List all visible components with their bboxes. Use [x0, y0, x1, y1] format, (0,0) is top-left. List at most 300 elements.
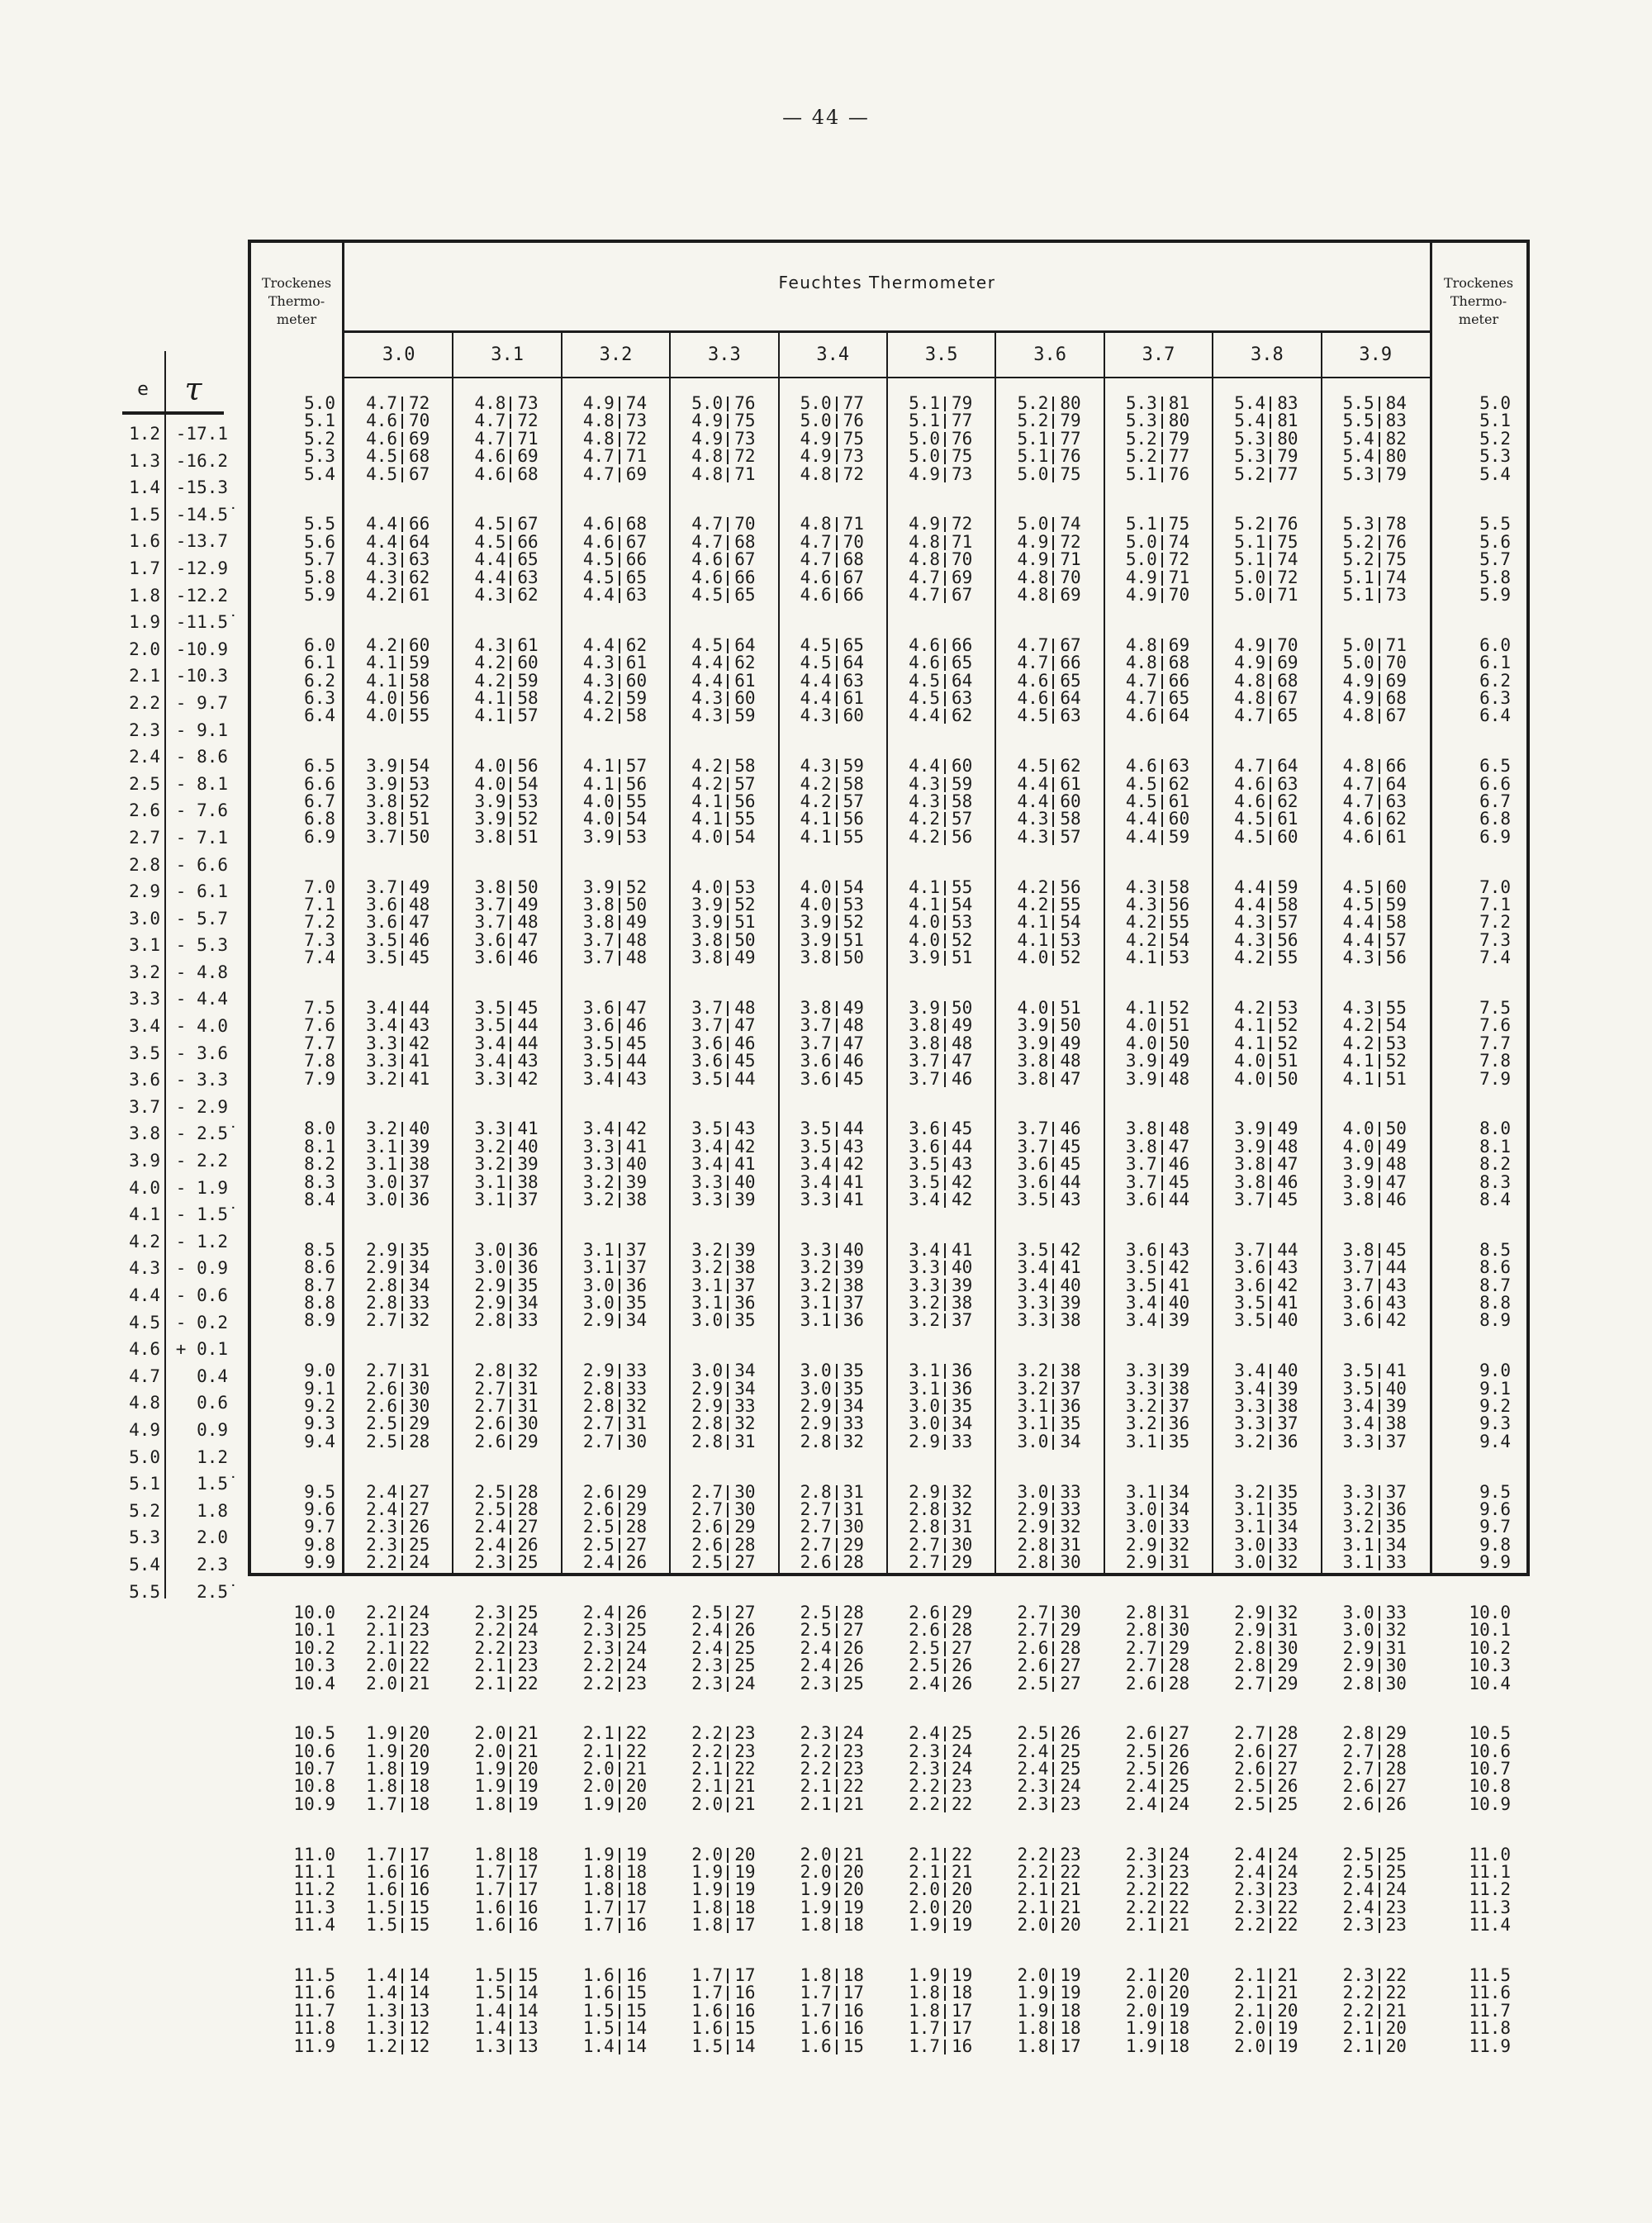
dry-temp-right: 8.9	[1479, 1310, 1511, 1331]
relative-humidity-cell: 21	[1277, 1965, 1298, 1986]
cell-divider	[401, 1122, 403, 1137]
relative-humidity-cell: 56	[517, 756, 539, 777]
dry-temp-right: 11.7	[1469, 2000, 1511, 2021]
relative-humidity-cell: 60	[1385, 876, 1407, 897]
table-row	[251, 430, 1526, 448]
vapor-pressure-cell: 3.5	[1342, 1361, 1374, 1381]
cell-divider	[619, 1623, 620, 1638]
cell-divider	[1161, 2004, 1163, 2019]
cell-divider	[401, 1848, 403, 1863]
vapor-pressure-cell: 1.9	[366, 1723, 397, 1744]
vapor-pressure-cell: 4.1	[909, 894, 940, 914]
table-cell	[458, 1380, 558, 1398]
relative-humidity-cell: 31	[1385, 1637, 1407, 1658]
cell-divider	[1161, 1193, 1163, 1208]
table-cell	[675, 654, 775, 672]
relative-humidity-cell: 40	[1060, 1275, 1081, 1295]
vapor-pressure-cell: 4.6	[1125, 756, 1157, 777]
table-cell	[1109, 1846, 1209, 1864]
vapor-pressure-cell: 3.4	[1234, 1361, 1266, 1381]
dry-temp-right: 7.8	[1479, 1051, 1511, 1071]
cell-divider	[727, 1279, 729, 1294]
relative-humidity-cell: 48	[625, 929, 648, 950]
table-cell	[675, 1259, 775, 1276]
relative-humidity-cell: 43	[1168, 1239, 1190, 1260]
table-row	[251, 1657, 1526, 1674]
table-cell	[567, 2035, 667, 2056]
cell-divider	[510, 1243, 511, 1258]
vapor-pressure-cell: 4.9	[691, 428, 724, 449]
table-cell	[1218, 1534, 1317, 1555]
cell-divider	[1161, 1677, 1163, 1692]
dry-temp-left: 6.2	[304, 670, 335, 691]
relative-humidity-cell: 70	[843, 531, 864, 552]
row-group	[251, 1239, 1526, 1362]
vapor-pressure-cell: 2.6	[366, 1395, 397, 1416]
vapor-pressure-cell: 3.7	[1342, 1257, 1374, 1278]
table-cell	[784, 531, 884, 552]
vapor-pressure-cell: 3.9	[800, 912, 832, 933]
cell-divider	[1052, 1745, 1054, 1760]
table-cell	[349, 1622, 449, 1639]
relative-humidity-cell: 21	[517, 1741, 539, 1761]
cell-divider	[619, 759, 620, 774]
cell-divider	[1379, 1538, 1380, 1553]
table-cell	[1327, 1156, 1427, 1173]
relative-humidity-cell: 51	[1168, 1015, 1190, 1036]
vapor-pressure-cell: 5.0	[909, 446, 940, 467]
cell-divider	[510, 553, 511, 568]
table-cell	[567, 1675, 667, 1693]
vapor-pressure-cell: 4.8	[474, 393, 506, 413]
relative-humidity-cell: 23	[1385, 1915, 1407, 1936]
vapor-pressure-cell: 2.2	[582, 1673, 615, 1693]
dry-temp-left: 10.5	[293, 1723, 335, 1744]
table-cell	[892, 1191, 992, 1209]
relative-humidity-cell: 59	[1385, 894, 1407, 914]
row-group	[251, 515, 1526, 636]
vapor-pressure-cell: 2.5	[909, 1637, 940, 1658]
cell-divider	[510, 795, 511, 810]
dry-temp-left: 6.4	[304, 705, 335, 726]
table-cell	[892, 2002, 992, 2020]
cell-divider	[1052, 1865, 1054, 1880]
vapor-pressure-cell: 3.3	[1234, 1395, 1266, 1416]
table-cell	[784, 1604, 884, 1622]
vapor-pressure-cell: 4.5	[582, 567, 615, 587]
table-cell	[349, 515, 449, 533]
vapor-pressure-cell: 2.5	[1234, 1776, 1266, 1797]
vapor-pressure-cell: 2.7	[909, 1534, 940, 1555]
table-cell	[675, 1362, 775, 1380]
vapor-pressure-cell: 5.3	[1234, 428, 1266, 449]
cell-divider	[1052, 397, 1054, 411]
cell-divider	[727, 1019, 729, 1033]
relative-humidity-cell: 62	[625, 634, 648, 655]
vapor-pressure-cell: 4.5	[691, 584, 724, 605]
table-cell	[892, 1725, 992, 1742]
table-cell	[892, 1984, 992, 2002]
vapor-pressure-cell: 2.8	[800, 1431, 832, 1451]
relative-humidity-cell: 79	[952, 393, 973, 413]
vapor-pressure-cell: 4.9	[909, 514, 940, 534]
vapor-pressure-cell: 2.2	[366, 1602, 397, 1622]
cell-divider	[619, 1485, 620, 1500]
table-cell	[1109, 1899, 1209, 1917]
relative-humidity-cell: 66	[1168, 670, 1190, 691]
relative-humidity-cell: 35	[734, 1310, 756, 1331]
vapor-pressure-cell: 2.9	[582, 1310, 615, 1331]
cell-divider	[1270, 2021, 1271, 2036]
vapor-pressure-cell: 3.6	[1017, 1154, 1049, 1175]
relative-humidity-cell: 30	[734, 1481, 756, 1502]
vapor-pressure-cell: 3.4	[366, 997, 397, 1018]
vapor-pressure-cell: 3.6	[909, 1119, 940, 1139]
table-cell	[458, 949, 558, 967]
table-cell	[784, 1917, 884, 1934]
table-cell	[1109, 1239, 1209, 1260]
table-row	[251, 773, 1526, 794]
vapor-pressure-value: 4.4	[129, 1285, 160, 1305]
cell-divider	[1161, 1969, 1163, 1983]
vapor-pressure-cell: 3.2	[691, 1257, 724, 1278]
vapor-pressure-cell: 3.1	[1234, 1517, 1266, 1537]
table-cell	[675, 1917, 775, 1934]
relative-humidity-cell: 47	[409, 912, 430, 933]
table-cell	[1000, 1294, 1100, 1312]
relative-humidity-cell: 24	[1277, 1862, 1298, 1883]
table-cell	[567, 1637, 667, 1658]
vapor-pressure-cell: 5.5	[1342, 411, 1374, 431]
cell-divider	[401, 830, 403, 845]
cell-divider	[619, 1313, 620, 1328]
cell-divider	[619, 656, 620, 671]
relative-humidity-cell: 51	[1277, 1051, 1298, 1071]
relative-humidity-cell: 68	[409, 446, 430, 467]
vapor-pressure-cell: 5.3	[1125, 411, 1157, 431]
vapor-pressure-cell: 4.2	[1125, 929, 1157, 950]
dewpoint-value: - 1.9	[175, 1177, 228, 1198]
relative-humidity-cell: 41	[409, 1051, 430, 1071]
relative-humidity-cell: 34	[1060, 1431, 1081, 1451]
relative-humidity-cell: 30	[734, 1499, 756, 1519]
table-cell	[1000, 1171, 1100, 1192]
relative-humidity-cell: 27	[734, 1552, 756, 1573]
vapor-pressure-cell: 4.4	[1234, 894, 1266, 914]
table-cell	[458, 1312, 558, 1329]
vapor-pressure-cell: 4.4	[1125, 826, 1157, 847]
table-cell	[892, 1017, 992, 1034]
vapor-pressure-cell: 2.3	[474, 1552, 506, 1573]
cell-divider	[510, 639, 511, 653]
cell-divider	[401, 1677, 403, 1692]
table-cell	[458, 896, 558, 914]
relative-humidity-cell: 44	[843, 1119, 864, 1139]
table-cell	[1327, 1917, 1427, 1934]
table-cell	[349, 687, 449, 708]
relative-humidity-cell: 33	[734, 1395, 756, 1416]
cell-divider	[1270, 1313, 1271, 1328]
table-cell	[1000, 1277, 1100, 1294]
relative-humidity-cell: 45	[1060, 1154, 1081, 1175]
vapor-pressure-cell: 3.7	[1125, 1171, 1157, 1192]
table-cell	[892, 1760, 992, 1778]
relative-humidity-cell: 37	[625, 1239, 648, 1260]
vapor-pressure-cell: 3.7	[582, 948, 615, 968]
table-cell	[567, 1191, 667, 1209]
relative-humidity-cell: 46	[409, 929, 430, 950]
vapor-pressure-cell: 5.0	[1125, 549, 1157, 570]
relative-humidity-cell: 48	[1168, 1068, 1190, 1089]
table-cell	[675, 672, 775, 690]
vapor-pressure-cell: 3.3	[800, 1239, 832, 1260]
table-cell	[1327, 1277, 1427, 1294]
cell-divider	[727, 1176, 729, 1190]
dewpoint-value: - 6.1	[175, 881, 228, 902]
relative-humidity-cell: 44	[952, 1136, 973, 1157]
table-cell	[675, 793, 775, 810]
vapor-pressure-cell: 4.2	[1342, 1015, 1374, 1036]
dry-temp-left: 9.7	[304, 1517, 335, 1537]
cell-divider	[727, 1243, 729, 1258]
table-cell	[567, 1881, 667, 1898]
relative-humidity-cell: 64	[1060, 687, 1081, 708]
cell-divider	[1052, 1727, 1054, 1741]
table-cell	[675, 448, 775, 465]
table-cell	[349, 758, 449, 775]
relative-humidity-cell: 67	[734, 549, 756, 570]
vapor-pressure-cell: 4.8	[1125, 634, 1157, 655]
cell-divider	[510, 1364, 511, 1379]
table-cell	[675, 1743, 775, 1760]
cell-divider	[619, 639, 620, 653]
cell-divider	[1161, 1122, 1163, 1137]
table-cell	[892, 1793, 992, 1814]
table-cell	[1327, 1518, 1427, 1536]
vapor-pressure-cell: 3.0	[582, 1292, 615, 1313]
vapor-pressure-cell: 4.1	[366, 670, 397, 691]
relative-humidity-cell: 45	[1277, 1189, 1298, 1209]
side-header-tau: τ	[184, 371, 202, 407]
cell-divider	[944, 1865, 946, 1880]
relative-humidity-cell: 42	[952, 1171, 973, 1192]
relative-humidity-cell: 29	[734, 1517, 756, 1537]
vapor-pressure-cell: 1.8	[1017, 2035, 1049, 2056]
vapor-pressure-cell: 1.8	[366, 1776, 397, 1797]
relative-humidity-cell: 59	[625, 687, 648, 708]
table-cell	[1109, 1622, 1209, 1639]
cell-divider	[727, 830, 729, 845]
relative-humidity-cell: 39	[625, 1171, 648, 1192]
dewpoint-value: -17.1	[175, 424, 228, 444]
vapor-pressure-cell: 3.8	[1017, 1068, 1049, 1089]
cell-divider	[1161, 1037, 1163, 1052]
table-cell	[567, 1864, 667, 1881]
relative-humidity-cell: 20	[517, 1759, 539, 1779]
table-cell	[675, 463, 775, 484]
table-cell	[892, 1035, 992, 1052]
cell-divider	[401, 1606, 403, 1621]
vapor-pressure-cell: 1.3	[366, 2000, 397, 2021]
vapor-pressure-cell: 2.9	[909, 1481, 940, 1502]
table-row	[251, 1191, 1526, 1209]
dry-temp-left: 6.5	[304, 756, 335, 777]
table-row	[251, 1675, 1526, 1693]
table-cell	[1218, 773, 1317, 794]
dry-temp-left: 10.9	[293, 1793, 335, 1814]
cell-divider	[401, 777, 403, 792]
vapor-pressure-cell: 3.2	[1342, 1499, 1374, 1519]
relative-humidity-cell: 27	[952, 1637, 973, 1658]
cell-divider	[1379, 1798, 1380, 1812]
relative-humidity-cell: 48	[517, 912, 539, 933]
vapor-pressure-cell: 2.0	[1017, 1965, 1049, 1986]
cell-divider	[727, 691, 729, 706]
cell-divider	[1379, 1399, 1380, 1414]
vapor-pressure-value: 1.9	[129, 612, 160, 633]
relative-humidity-cell: 63	[952, 687, 973, 708]
relative-humidity-cell: 16	[409, 1879, 430, 1900]
table-cell	[1327, 463, 1427, 484]
table-row	[251, 2020, 1526, 2037]
vapor-pressure-cell: 2.8	[1017, 1552, 1049, 1573]
header-right-line: Trockenes	[1443, 275, 1514, 291]
cell-divider	[1052, 571, 1054, 586]
dry-temp-left: 7.9	[304, 1068, 335, 1089]
vapor-pressure-cell: 3.5	[691, 1068, 724, 1089]
table-cell	[1218, 1191, 1317, 1209]
cell-divider	[727, 1556, 729, 1570]
row-group	[251, 395, 1526, 515]
table-cell	[892, 1239, 992, 1260]
table-cell	[1000, 584, 1100, 605]
vapor-pressure-value: 4.1	[129, 1204, 160, 1225]
relative-humidity-cell: 56	[409, 687, 430, 708]
table-cell	[458, 914, 558, 931]
relative-humidity-cell: 21	[1060, 1879, 1081, 1900]
vapor-pressure-cell: 3.7	[800, 1033, 832, 1053]
cell-divider	[1379, 2021, 1380, 2036]
table-cell	[1000, 876, 1100, 897]
relative-humidity-cell: 43	[1385, 1292, 1407, 1313]
vapor-pressure-cell: 2.6	[1125, 1723, 1157, 1744]
table-cell	[892, 1881, 992, 1898]
vapor-pressure-value: 5.2	[129, 1500, 160, 1521]
relative-humidity-cell: 71	[517, 428, 539, 449]
vapor-pressure-value: 3.7	[129, 1096, 160, 1117]
table-row	[251, 1171, 1526, 1192]
cell-divider	[1052, 588, 1054, 603]
vapor-pressure-cell: 2.8	[1234, 1655, 1266, 1676]
table-cell	[567, 687, 667, 708]
row-group	[251, 1120, 1526, 1241]
cell-divider	[1052, 795, 1054, 810]
dry-temp-left: 9.5	[304, 1481, 335, 1502]
relative-humidity-cell: 43	[952, 1154, 973, 1175]
relative-humidity-cell: 17	[517, 1879, 539, 1900]
vapor-pressure-cell: 3.0	[582, 1275, 615, 1295]
table-cell	[1327, 515, 1427, 533]
relative-humidity-cell: 54	[625, 809, 648, 829]
cell-divider	[510, 588, 511, 603]
table-cell	[567, 531, 667, 552]
dewpoint-value: -15.3	[175, 477, 228, 498]
table-cell	[458, 1017, 558, 1034]
vapor-pressure-cell: 2.7	[366, 1361, 397, 1381]
vapor-pressure-cell: 3.7	[1125, 1154, 1157, 1175]
vapor-pressure-cell: 3.0	[909, 1413, 940, 1434]
vapor-pressure-cell: 1.7	[582, 1915, 615, 1936]
cell-divider	[727, 1762, 729, 1777]
vapor-pressure-cell: 2.4	[474, 1517, 506, 1537]
vapor-pressure-cell: 3.1	[1342, 1534, 1374, 1555]
cell-divider	[619, 830, 620, 845]
relative-humidity-cell: 75	[843, 428, 864, 449]
cell-divider	[1270, 1762, 1271, 1777]
vapor-pressure-cell: 4.8	[800, 463, 832, 484]
vapor-pressure-cell: 4.3	[1342, 997, 1374, 1018]
table-cell	[784, 896, 884, 914]
vapor-pressure-cell: 3.6	[1125, 1189, 1157, 1209]
cell-divider	[619, 898, 620, 913]
table-cell	[1218, 1864, 1317, 1881]
relative-humidity-cell: 58	[952, 791, 973, 811]
relative-humidity-cell: 67	[952, 584, 973, 605]
cell-divider	[1379, 898, 1380, 913]
table-cell	[349, 1277, 449, 1294]
table-cell	[675, 1846, 775, 1864]
relative-humidity-cell: 53	[1385, 1033, 1407, 1053]
relative-humidity-cell: 58	[1277, 894, 1298, 914]
vapor-pressure-value: 2.0	[129, 639, 160, 659]
table-cell	[892, 569, 992, 587]
cell-divider	[836, 397, 838, 411]
side-table-row	[122, 935, 228, 962]
table-cell	[567, 1294, 667, 1312]
cell-divider	[1379, 1727, 1380, 1741]
dewpoint-value: - 4.0	[175, 1016, 228, 1037]
cell-divider	[1270, 1677, 1271, 1692]
vapor-pressure-cell: 3.9	[1017, 1033, 1049, 1053]
relative-humidity-cell: 39	[952, 1275, 973, 1295]
vapor-pressure-cell: 2.8	[366, 1275, 397, 1295]
vapor-pressure-cell: 2.6	[474, 1431, 506, 1451]
dry-temp-right: 7.5	[1479, 997, 1511, 1018]
cell-divider	[401, 1193, 403, 1208]
vapor-pressure-cell: 3.9	[691, 894, 724, 914]
table-cell	[567, 1277, 667, 1294]
cell-divider	[1379, 468, 1380, 482]
dry-temp-left: 9.4	[304, 1431, 335, 1451]
relative-humidity-cell: 15	[843, 2035, 864, 2056]
table-cell	[1327, 793, 1427, 810]
side-table-row	[122, 1313, 228, 1340]
vapor-pressure-cell: 2.1	[366, 1637, 397, 1658]
relative-humidity-cell: 31	[1168, 1602, 1190, 1622]
vapor-pressure-cell: 4.2	[1017, 876, 1049, 897]
side-header-e: e	[137, 379, 149, 400]
cell-divider	[1379, 1279, 1380, 1294]
relative-humidity-cell: 24	[1277, 1844, 1298, 1864]
table-cell	[1109, 1657, 1209, 1674]
table-cell	[675, 1380, 775, 1398]
relative-humidity-cell: 61	[843, 687, 864, 708]
vapor-pressure-cell: 2.5	[366, 1431, 397, 1451]
vapor-pressure-cell: 3.0	[691, 1361, 724, 1381]
vapor-pressure-cell: 2.7	[474, 1378, 506, 1399]
table-cell	[892, 1554, 992, 1571]
table-cell	[1218, 1312, 1317, 1329]
